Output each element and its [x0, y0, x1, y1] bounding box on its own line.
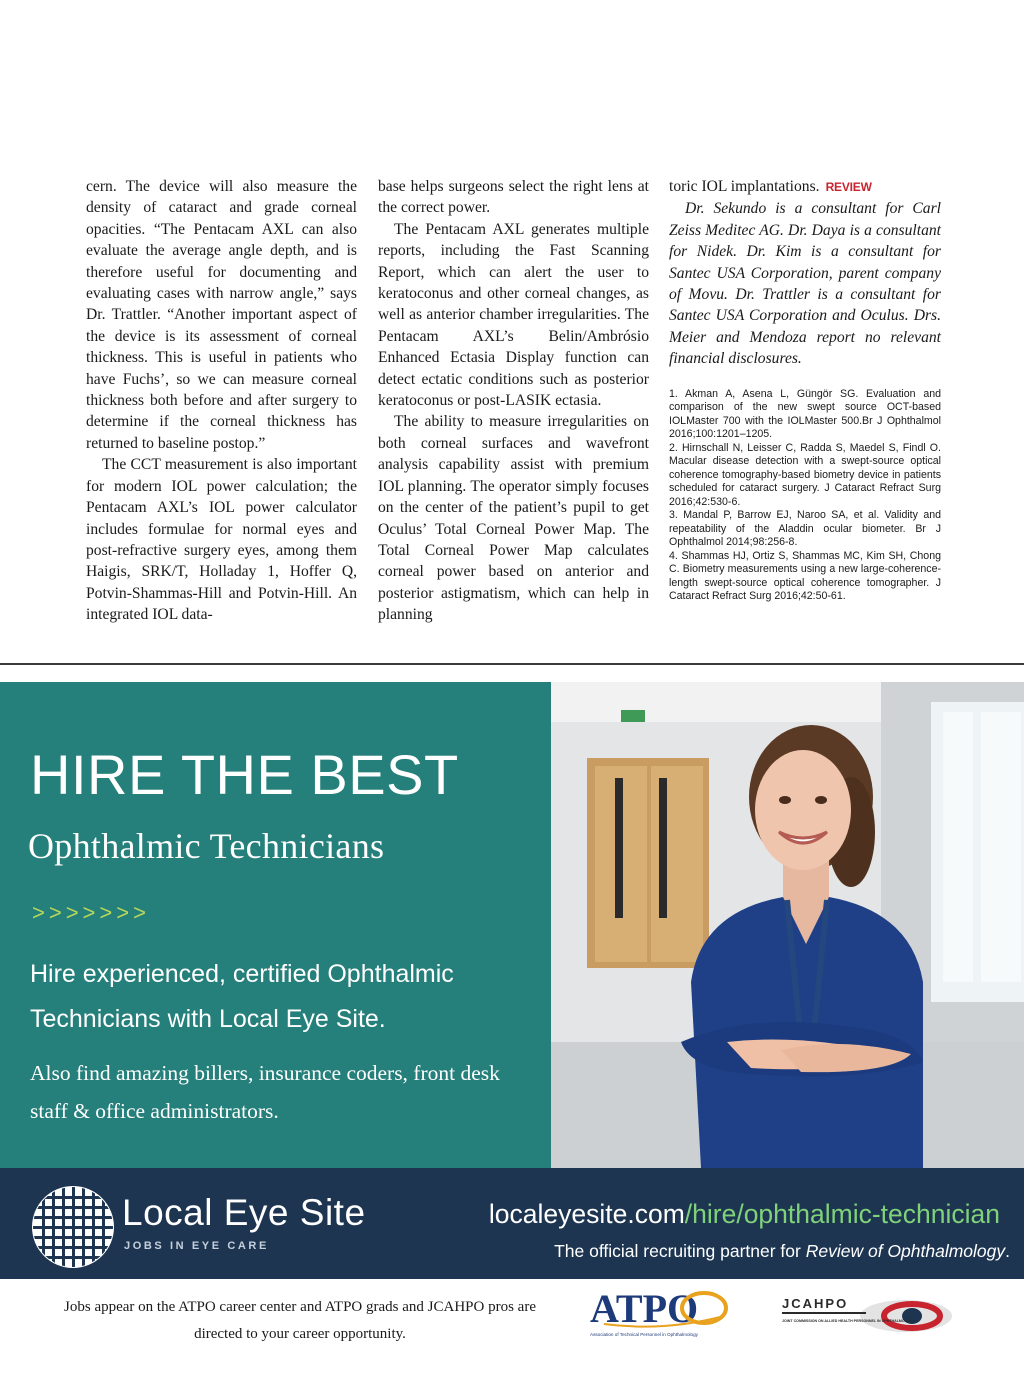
jcahpo-logo-subtitle: JOINT COMMISSION ON ALLIED HEALTH PERSONNEL IN OPHTHALMOLOGY — [782, 1319, 915, 1323]
official-prefix: The official recruiting partner for — [554, 1241, 806, 1261]
review-end-mark: REVIEW — [825, 180, 872, 194]
publication-name: Review of Ophthalmology — [805, 1241, 1006, 1261]
section-divider — [0, 663, 1024, 665]
article-paragraph — [669, 176, 941, 198]
technician-photo-illustration — [551, 682, 1024, 1168]
article-column-2 — [378, 176, 649, 626]
official-partner-note — [554, 1241, 1010, 1262]
reference-item: 1. Akman A, Asena L, Güngör SG. Evaluation and comparison of the new swept source OCT-based IOLMaster 700 with the IOLMaster 500.Br J Ophthalmol 2016;100:1201–1205. — [669, 387, 941, 441]
url-domain: localeyesite.com — [488, 1199, 685, 1229]
reference-item: 4. Shammas HJ, Ortiz S, Shammas MC, Kim SH, Chong C. Biometry measurements using a new large-coherence-length swept-source optical coherence tomographer. J Cataract Refract Surg 2016;42:50-61. — [669, 549, 941, 603]
ad-subheadline: Ophthalmic Technicians — [28, 826, 385, 866]
technician-photo — [551, 682, 1024, 1168]
ad-body-primary: Hire experienced, certified Ophthalmic Technicians with Local Eye Site. — [30, 960, 454, 1033]
atpo-logo — [584, 1286, 734, 1340]
article-paragraph: The ability to measure irregularities on both corneal surfaces and wavefront analysis capability assist with premium IOL planning. The operator simply focuses on the center of the patient’s pupil to get Oculus’ Total Corneal Power Map. The Total Corneal Power Map calculates corneal power based on anterior and posterior astigmatism, which can help in planning — [378, 413, 649, 624]
brand-tagline: JOBS IN EYE CARE — [124, 1240, 269, 1252]
reference-item: 3. Mandal P, Barrow EJ, Naroo SA, et al. Validity and repeatability of the Aladdin ocular biometer. Br J Ophthalmol 2014;98:256-8. — [669, 509, 941, 549]
ad-headline: HIRE THE BEST — [30, 743, 459, 806]
article-column-1 — [86, 176, 357, 626]
article-paragraph: base helps surgeons select the right lens at the correct power. — [378, 178, 649, 217]
article-closing-text: toric IOL implantations. — [669, 178, 820, 195]
ad-body-secondary: Also find amazing billers, insurance coders, front desk staff & office administrators. — [30, 1061, 500, 1123]
financial-disclosure: Dr. Sekundo is a consultant for Carl Zeiss Meditec AG. Dr. Daya is a consultant for Nidek. Dr. Kim is a consultant for Santec USA Corporation, parent company of Movu. Dr. Trattler is a consultant for Santec USA Corporation and Oculus. Drs. Meier and Mendoza report no relevant financial disclosures. — [669, 200, 941, 368]
atpo-logo-text: ATPO — [590, 1286, 699, 1331]
brand-name: Local Eye Site — [122, 1192, 366, 1233]
jobs-note: Jobs appear on the ATPO career center and ATPO grads and JCAHPO pros are directed to your career opportunity. — [64, 1299, 536, 1342]
article-paragraph: The Pentacam AXL generates multiple reports, including the Fast Scanning Report, which can alert the user to keratoconus and other corneal changes, as well as anterior chamber irregularities. The Pentacam AXL’s Belin/Ambrósio Enhanced Ectasia Display function can detect ectatic conditions such as posterior keratoconus or post-LASIK ectasia. — [378, 220, 649, 410]
reference-item: 2. Hirnschall N, Leisser C, Radda S, Maedel S, Findl O. Macular disease detection with a swept-source optical coherence tomography-based biometry device in patients scheduled for cataract surgery. J Cataract Refract Surg 2016;42:530-6. — [669, 441, 941, 508]
article-paragraph: The CCT measurement is also important for modern IOL power calculation; the Pentacam AXL’s IOL power calculator includes formulae for normal eyes and post-refractive surgery eyes, among them Haigis, SRK/T, Holladay 1, Hoffer Q, Potvin-Shammas-Hill and Potvin-Hill. An integrated IOL data- — [86, 456, 357, 624]
article-column-3 — [669, 176, 941, 604]
official-suffix: . — [1005, 1241, 1010, 1261]
ad-url-link[interactable] — [489, 1199, 1000, 1230]
globe-grid-icon — [30, 1184, 116, 1270]
atpo-logo-subtitle: Association of Technical Personnel in Ophthalmology — [590, 1332, 698, 1337]
reference-list — [669, 388, 941, 604]
jcahpo-logo — [778, 1294, 958, 1340]
article-paragraph: cern. The device will also measure the density of cataract and grade corneal opacities. “The Pentacam AXL can also evaluate the average angle depth, and is therefore useful for documenting and evaluating cases with narrow angle,” says Dr. Trattler. “Another important aspect of the device is its assessment of corneal thickness. This is useful in patients who have Fuchs’, so we can measure corneal thickness both before and after surgery to determine if the corneal thickness has returned to baseline postop.” — [86, 178, 357, 452]
chevron-arrows-icon: >>>>>>> — [32, 900, 150, 925]
jcahpo-logo-text: JCAHPO — [782, 1296, 849, 1311]
url-path: /hire/ophthalmic-technician — [684, 1199, 1000, 1229]
